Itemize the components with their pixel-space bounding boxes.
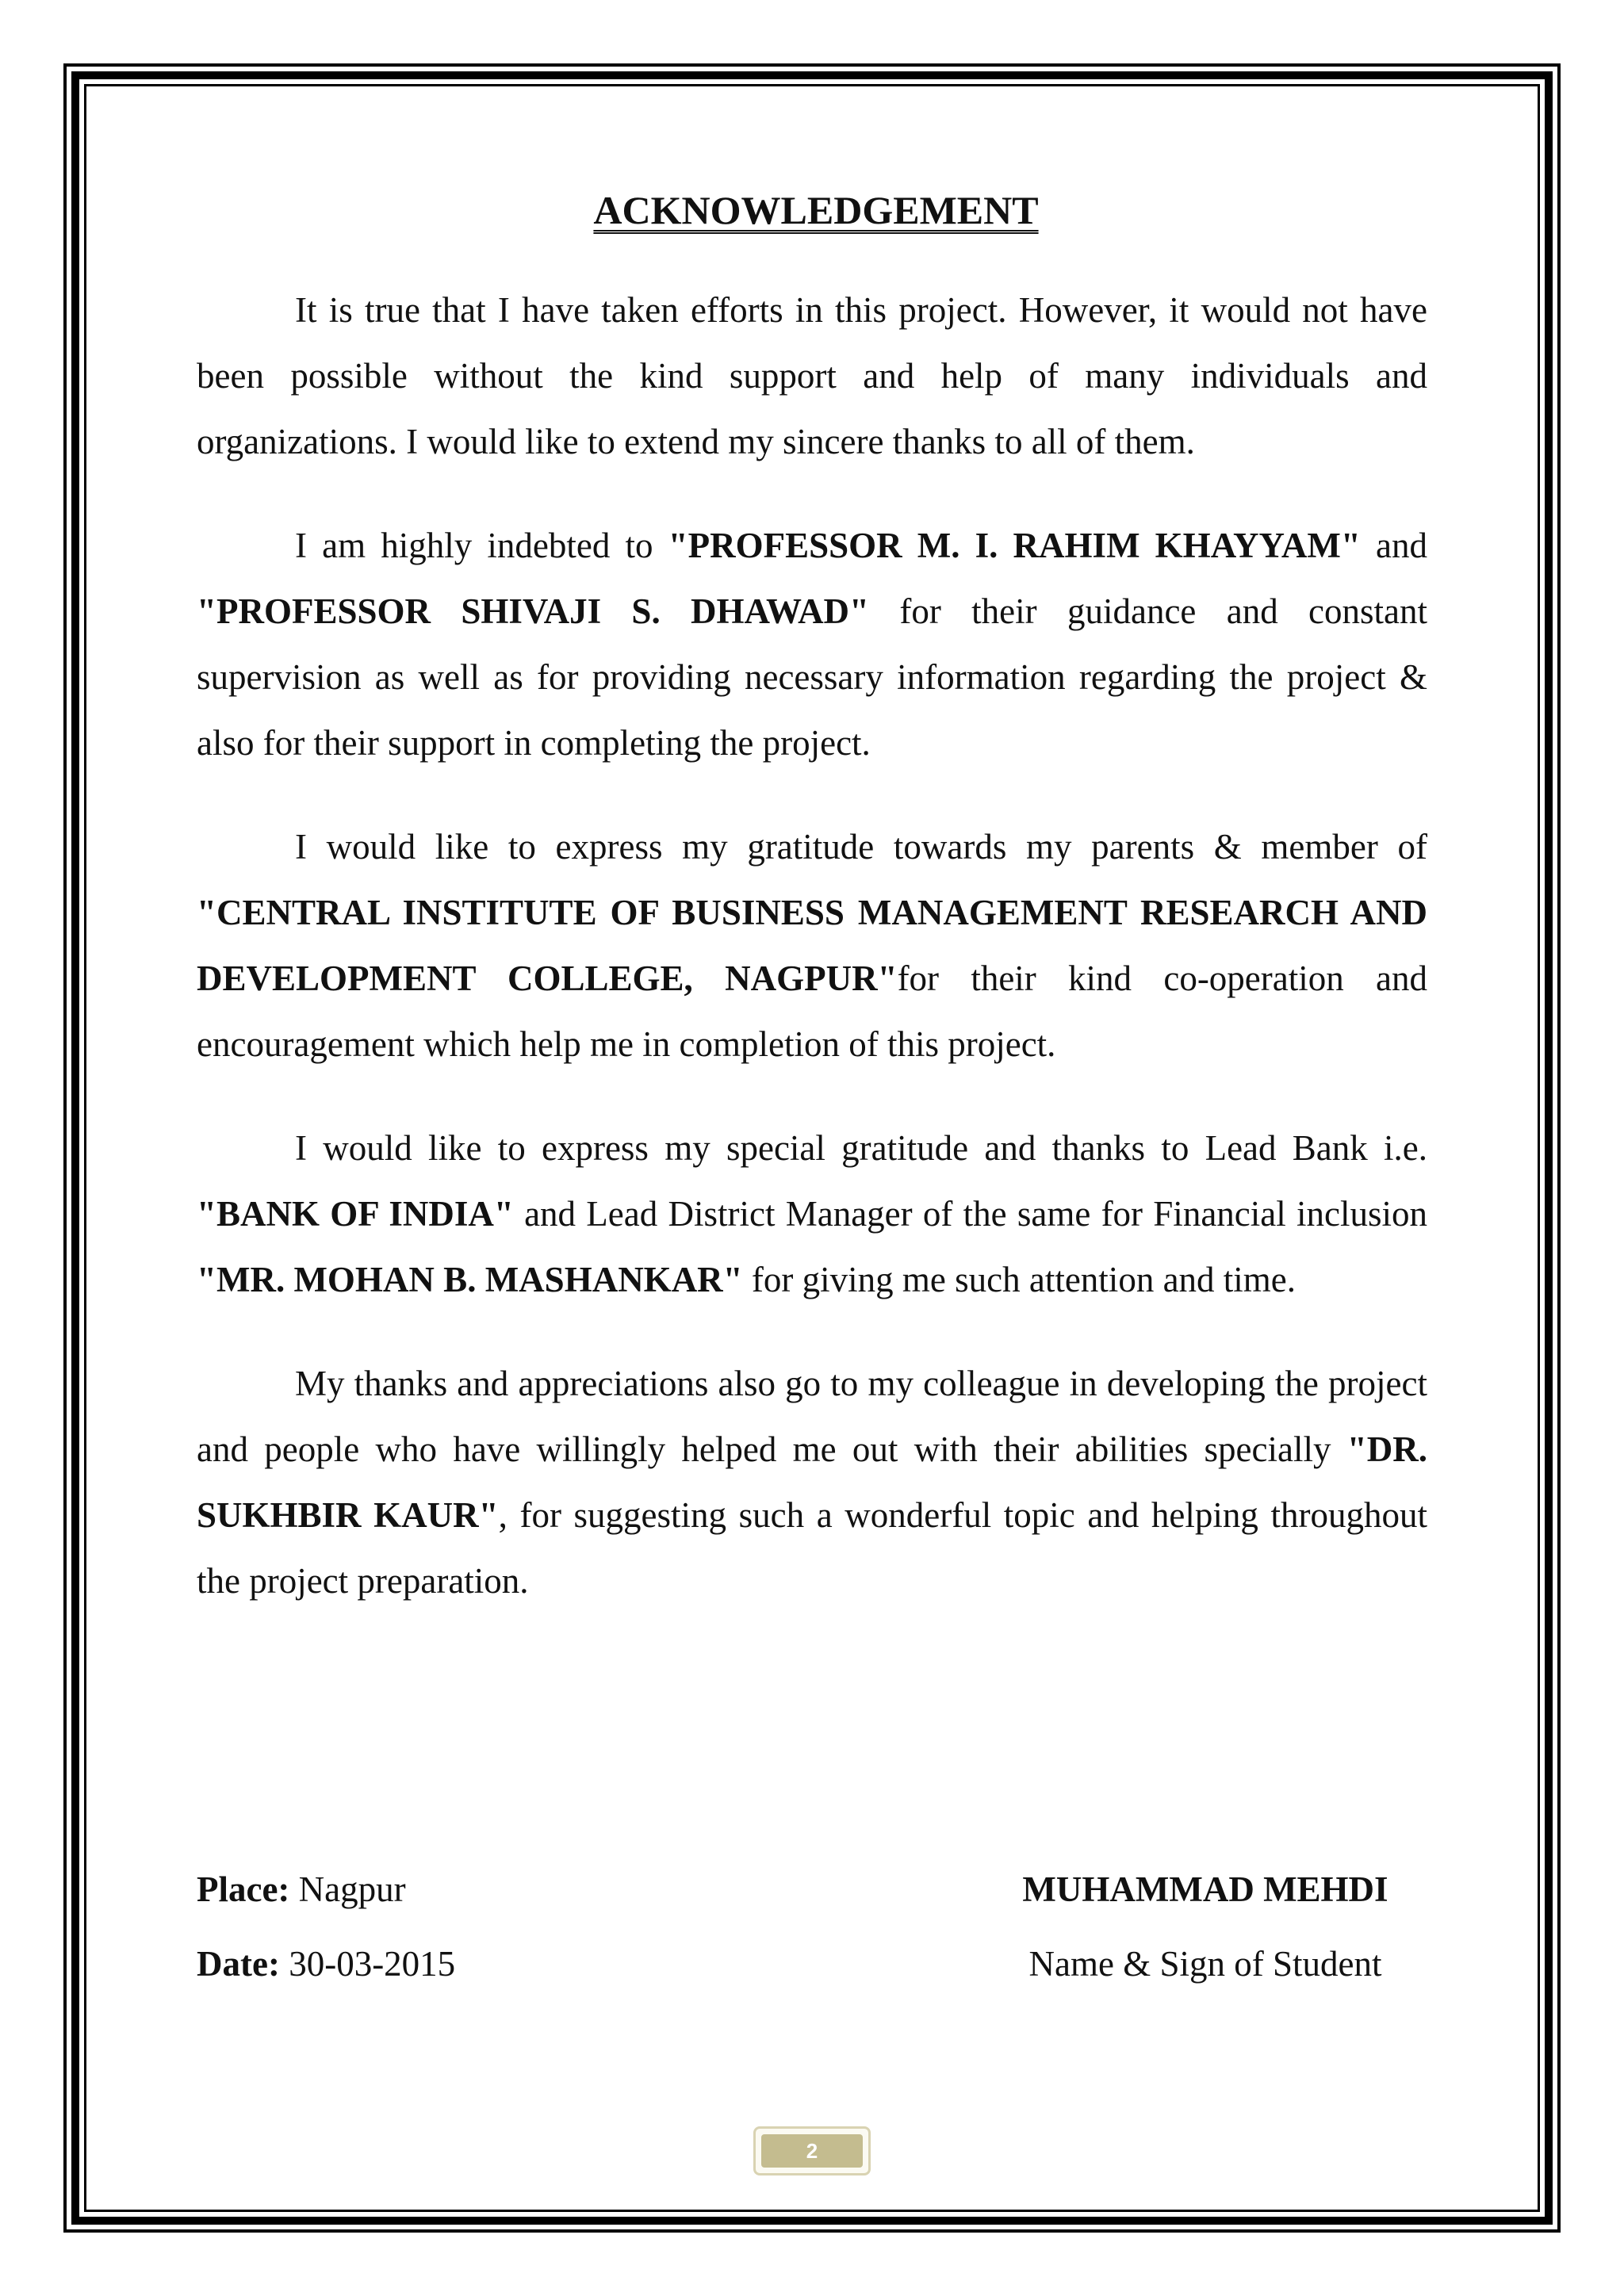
college-name: "CENTRAL INSTITUTE OF BUSINESS MANAGEMENT RESEARCH AND DEVELOPMENT COLLEGE, NAGPUR" (197, 893, 1427, 998)
date-line (197, 1943, 455, 1984)
paragraph-4-text-e: for giving me such attention and time. (742, 1260, 1297, 1299)
document-body (197, 190, 1427, 1652)
paragraph-4-text-c: and Lead District Manager of the same for Financial inclusion (513, 1194, 1427, 1234)
page-number: 2 (761, 2134, 863, 2168)
date-value: 30-03-2015 (279, 1944, 456, 1984)
bank-name: "BANK OF INDIA" (197, 1194, 514, 1234)
signature-row-2 (197, 1927, 1427, 2001)
paragraph-2-text-c: and (1360, 526, 1427, 565)
student-caption: Name & Sign of Student (1028, 1944, 1382, 1984)
signature-row-1 (197, 1852, 1427, 1927)
paragraph-5-text-a: My thanks and appreciations also go to my colleague in developing the project and people who have willingly helped me out with their abilities specially (197, 1364, 1427, 1469)
paragraph-2-text-a: I am highly indebted to (295, 526, 668, 565)
manager-name: "MR. MOHAN B. MASHANKAR" (197, 1260, 743, 1299)
date-label: Date: (197, 1944, 280, 1984)
paragraph-5-text-c: , for suggesting such a wonderful topic and helping throughout the project preparation. (197, 1495, 1427, 1601)
page-title (197, 190, 1427, 230)
student-name: MUHAMMAD MEHDI (1022, 1869, 1388, 1909)
page-number-badge (753, 2126, 871, 2175)
paragraph-2-text-e: for their guidance and constant supervision as well as for providing necessary information regarding the project & also for their support in completing the project. (197, 591, 1427, 763)
paragraph-4-text-a: I would like to express my special gratitude and thanks to Lead Bank i.e. (295, 1128, 1427, 1168)
place-label: Place: (197, 1869, 290, 1909)
paragraph-5 (197, 1351, 1427, 1614)
professor-khayyam-name: "PROFESSOR M. I. RAHIM KHAYYAM" (668, 526, 1361, 565)
dr-kaur-name: "DR. SUKHBIR KAUR" (197, 1429, 1427, 1535)
paragraph-3-text-c: for their kind co-operation and encouragement which help me in completion of this project. (197, 959, 1427, 1064)
paragraph-1-text: It is true that I have taken efforts in this project. However, it would not have been possible without the kind support and help of many individuals and organizations. I would like to extend my sincere thanks to all of them. (197, 290, 1427, 461)
paragraph-3 (197, 814, 1427, 1077)
page-title-text: ACKNOWLEDGEMENT (593, 188, 1039, 232)
place-line (197, 1869, 406, 1910)
paragraph-2 (197, 513, 1427, 776)
signature-block (197, 1852, 1427, 2001)
paragraph-4 (197, 1115, 1427, 1313)
place-value: Nagpur (289, 1869, 406, 1909)
paragraph-1 (197, 277, 1427, 475)
paragraph-3-text-a: I would like to express my gratitude towards my parents & member of (295, 827, 1427, 867)
professor-dhawad-name: "PROFESSOR SHIVAJI S. DHAWAD" (197, 591, 870, 631)
